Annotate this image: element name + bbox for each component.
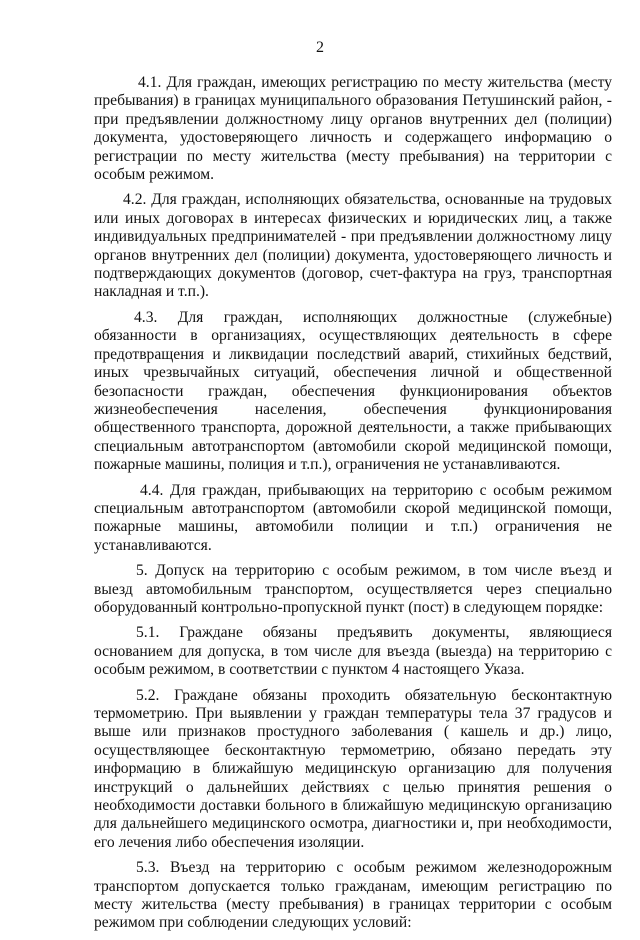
paragraph-4-2: 4.2. Для граждан, исполняющих обязательства, основанные на трудовых или иных договорах в интересах физических и юридических лиц, а также индивидуальных предпринимателей - при предъявлении должностному лицу органов внутренних дел (полиции) документа, удостоверяющего личность и подтверждающих документов (договор, счет-фактура на груз, транспортная накладная и т.п.). xyxy=(94,191,612,301)
paragraph-4-3: 4.3. Для граждан, исполняющих должностные (служебные) обязанности в организациях, осуществляющих деятельность в сфере предотвращения и ликвидации последствий аварий, стихийных бедствий, иных чрезвычайных ситуаций, обеспечения личной и общественной безопасности граждан, обеспечения функционирования объектов жизнеобеспечения населения, обеспечения функционирования общественного транспорта, дорожной деятельности, а также прибывающих специальным автотранспортом (автомобили скорой медицинской помощи, пожарные машины, полиция и т.п.), ограничения не устанавливаются. xyxy=(94,308,612,474)
document-body xyxy=(94,74,612,940)
paragraph-5-2: 5.2. Граждане обязаны проходить обязательную бесконтактную термометрию. При выявлении у граждан температуры тела 37 градусов и выше или признаков простудного заболевания ( кашель и др.) лицо, осуществляющее бесконтактную термометрию, обязано передать эту информацию в ближайшую медицинскую организацию для получения инструкций о дальнейших действиях с целью принятия решения о необходимости доставки больного в ближайшую медицинскую организацию для дальнейшего медицинского осмотра, диагностики и, при необходимости, его лечения либо обеспечения изоляции. xyxy=(94,686,612,851)
paragraph-4-4: 4.4. Для граждан, прибывающих на территорию с особым режимом специальным автотранспортом (автомобили скорой медицинской помощи, пожарные машины, автомобили полиции и т.п.) ограничения не устанавливаются. xyxy=(94,481,612,554)
paragraph-4-1: 4.1. Для граждан, имеющих регистрацию по месту жительства (месту пребывания) в границах муниципального образования Петушинский район, - при предъявлении должностному лицу органов внутренних дел (полиции) документа, удостоверяющего личность и содержащего информацию о регистрации по месту жительства (месту пребывания) на территории с особым режимом. xyxy=(94,74,612,184)
paragraph-5-1: 5.1. Граждане обязаны предъявить документы, являющиеся основанием для допуска, в том числе для въезда (выезда) на территорию с особым режимом, в соответствии с пунктом 4 настоящего Указа. xyxy=(94,624,612,679)
page-number: 2 xyxy=(316,39,324,56)
paragraph-5: 5. Допуск на территорию с особым режимом, в том числе въезд и выезд автомобильным транспортом, осуществляется через специально оборудованный контрольно-пропускной пункт (пост) в следующем порядке: xyxy=(94,562,612,616)
paragraph-5-3: 5.3. Въезд на территорию с особым режимом железнодорожным транспортом допускается только гражданам, имеющим регистрацию по месту жительства (месту пребывания) в границах территории с особым режимом при соблюдении следующих условий: xyxy=(94,859,612,932)
